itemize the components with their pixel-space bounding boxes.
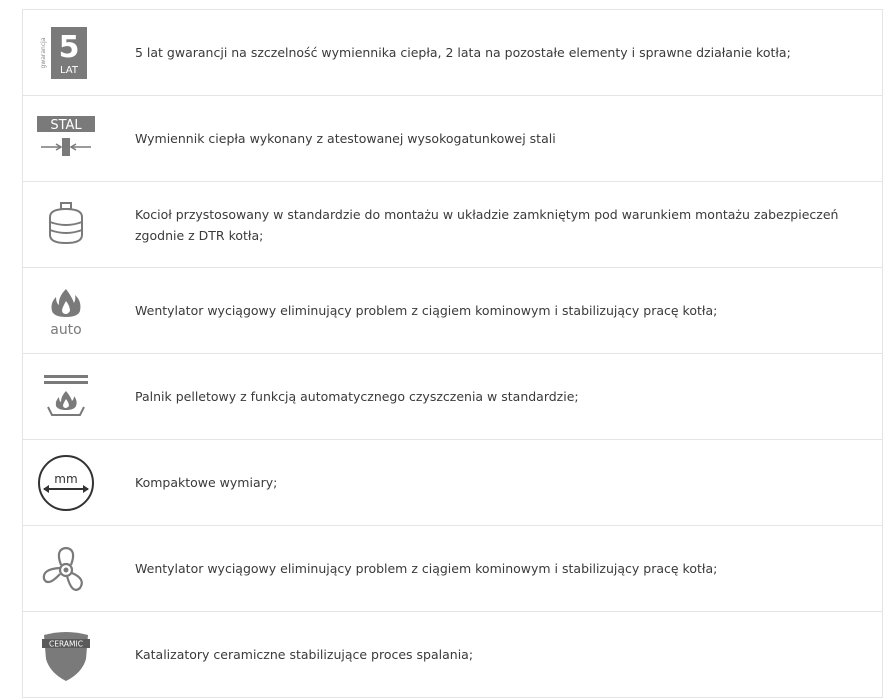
svg-text:gwarancja: gwarancja bbox=[40, 37, 47, 68]
feature-row-compact bbox=[22, 440, 883, 526]
ceramic-catalyst-icon bbox=[23, 625, 109, 685]
warranty-5-years-icon bbox=[23, 23, 109, 83]
svg-text:STAL: STAL bbox=[50, 117, 82, 133]
compact-dimensions-icon bbox=[23, 453, 109, 513]
svg-text:auto: auto bbox=[50, 321, 82, 338]
svg-text:CERAMIC: CERAMIC bbox=[49, 639, 83, 648]
feature-text: Wentylator wyciągowy eliminujący problem z ciągiem kominowym i stabilizujący pracę kotła; bbox=[135, 561, 718, 576]
feature-row-warranty bbox=[22, 10, 883, 96]
feature-text: Wymiennik ciepła wykonany z atestowanej wysokogatunkowej stali bbox=[135, 131, 556, 146]
feature-text: 5 lat gwarancji na szczelność wymiennika ciepła, 2 lata na pozostałe elementy i sprawne działanie kotła; bbox=[135, 45, 791, 60]
pellet-burner-icon bbox=[23, 367, 109, 427]
steel-exchanger-icon bbox=[23, 109, 109, 169]
feature-row-burner bbox=[22, 354, 883, 440]
feature-row-steel bbox=[22, 96, 883, 182]
closed-system-tank-icon bbox=[23, 195, 109, 255]
feature-row-closed-system bbox=[22, 182, 883, 268]
feature-list bbox=[22, 9, 883, 698]
svg-text:LAT: LAT bbox=[60, 64, 78, 76]
feature-text: Kompaktowe wymiary; bbox=[135, 475, 278, 490]
feature-row-auto bbox=[22, 268, 883, 354]
svg-text:mm: mm bbox=[54, 471, 78, 486]
feature-row-fan bbox=[22, 526, 883, 612]
auto-fire-icon bbox=[23, 281, 109, 341]
feature-row-ceramic bbox=[22, 612, 883, 698]
feature-text: Palnik pelletowy z funkcją automatycznego czyszczenia w standardzie; bbox=[135, 389, 579, 404]
feature-text: Katalizatory ceramiczne stabilizujące proces spalania; bbox=[135, 647, 474, 662]
feature-text: Wentylator wyciągowy eliminujący problem z ciągiem kominowym i stabilizujący pracę kotła; bbox=[135, 303, 718, 318]
svg-text:5: 5 bbox=[58, 29, 80, 65]
exhaust-fan-icon bbox=[23, 539, 109, 599]
feature-text: Kocioł przystosowany w standardzie do montażu w układzie zamkniętym pod warunkiem montażu zabezpieczeń zgodnie z DTR kotła; bbox=[135, 206, 839, 243]
